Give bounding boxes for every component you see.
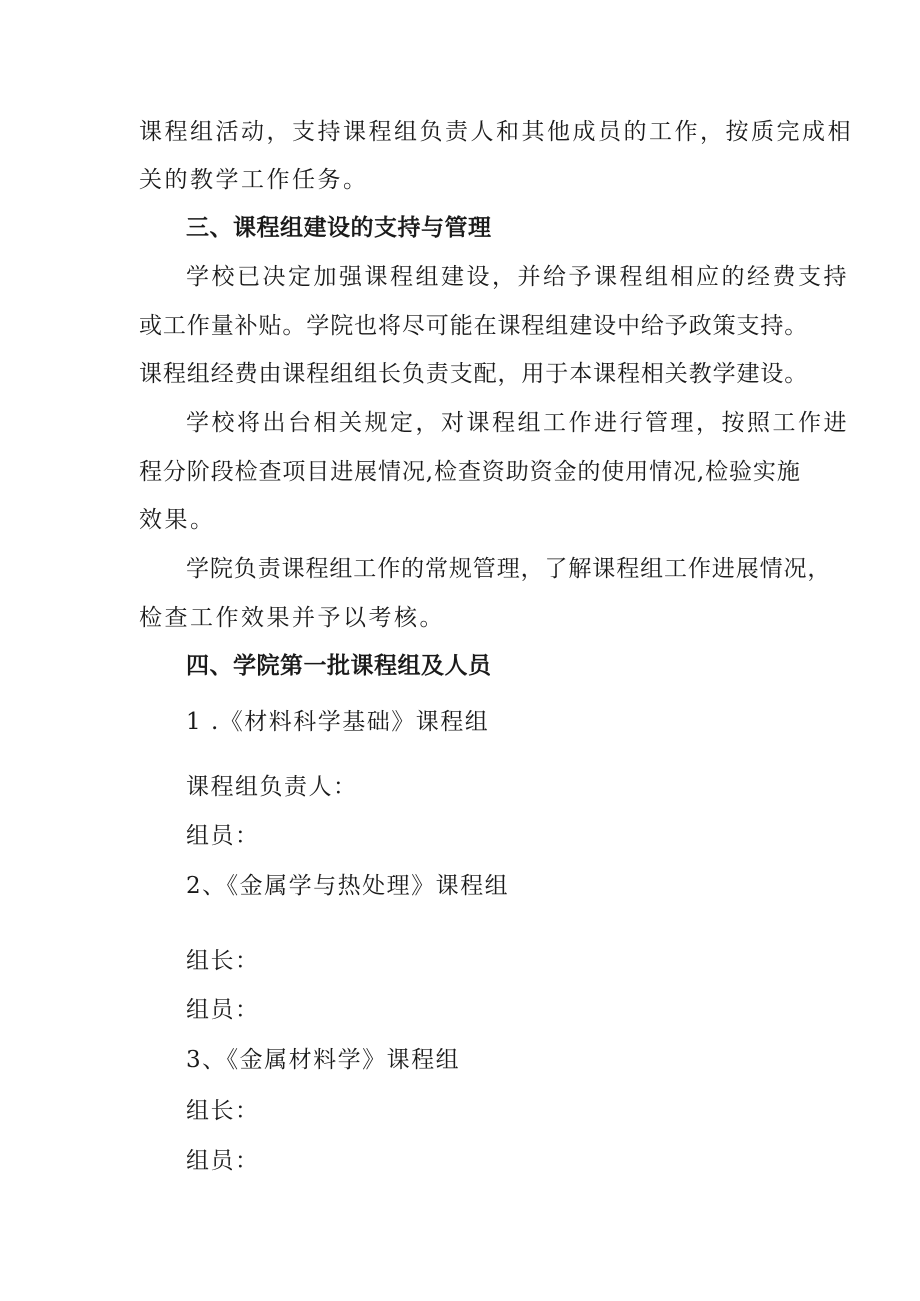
group-title-2: 2、《金属学与热处理》课程组 bbox=[186, 873, 510, 899]
group-leader-label-3: 组长： bbox=[186, 1098, 260, 1124]
paragraph-line: 或工作量补贴。学院也将尽可能在课程组建设中给予政策支持。 bbox=[139, 313, 809, 339]
group-leader-label-1: 课程组负责人： bbox=[186, 774, 358, 800]
group-members-label-1: 组员： bbox=[186, 823, 260, 849]
paragraph-line: 学校已决定加强课程组建设，并给予课程组相应的经费支持 bbox=[186, 264, 849, 290]
paragraph-line: 检查工作效果并予以考核。 bbox=[139, 605, 445, 631]
group-leader-label-2: 组长： bbox=[186, 948, 260, 974]
group-title-3: 3、《金属材料学》课程组 bbox=[186, 1047, 461, 1073]
paragraph-line: 学校将出台相关规定，对课程组工作进行管理，按照工作进 bbox=[186, 410, 849, 436]
paragraph-line: 程分阶段检查项目进展情况,检查资助资金的使用情况,检验实施 bbox=[139, 459, 801, 485]
paragraph-line: 关的教学工作任务。 bbox=[139, 167, 369, 193]
section-heading-3: 三、课程组建设的支持与管理 bbox=[186, 215, 492, 241]
paragraph-line: 学院负责课程组工作的常规管理，了解课程组工作进展情况， bbox=[186, 556, 832, 582]
group-title-1: 1 .《材料科学基础》课程组 bbox=[186, 709, 490, 735]
section-heading-4: 四、学院第一批课程组及人员 bbox=[186, 653, 492, 679]
group-members-label-3: 组员： bbox=[186, 1148, 260, 1174]
paragraph-line: 课程组活动，支持课程组负责人和其他成员的工作，按质完成相 bbox=[139, 119, 853, 145]
paragraph-line: 效果。 bbox=[139, 507, 216, 533]
paragraph-line: 课程组经费由课程组组长负责支配，用于本课程相关教学建设。 bbox=[139, 361, 809, 387]
group-members-label-2: 组员： bbox=[186, 997, 260, 1023]
